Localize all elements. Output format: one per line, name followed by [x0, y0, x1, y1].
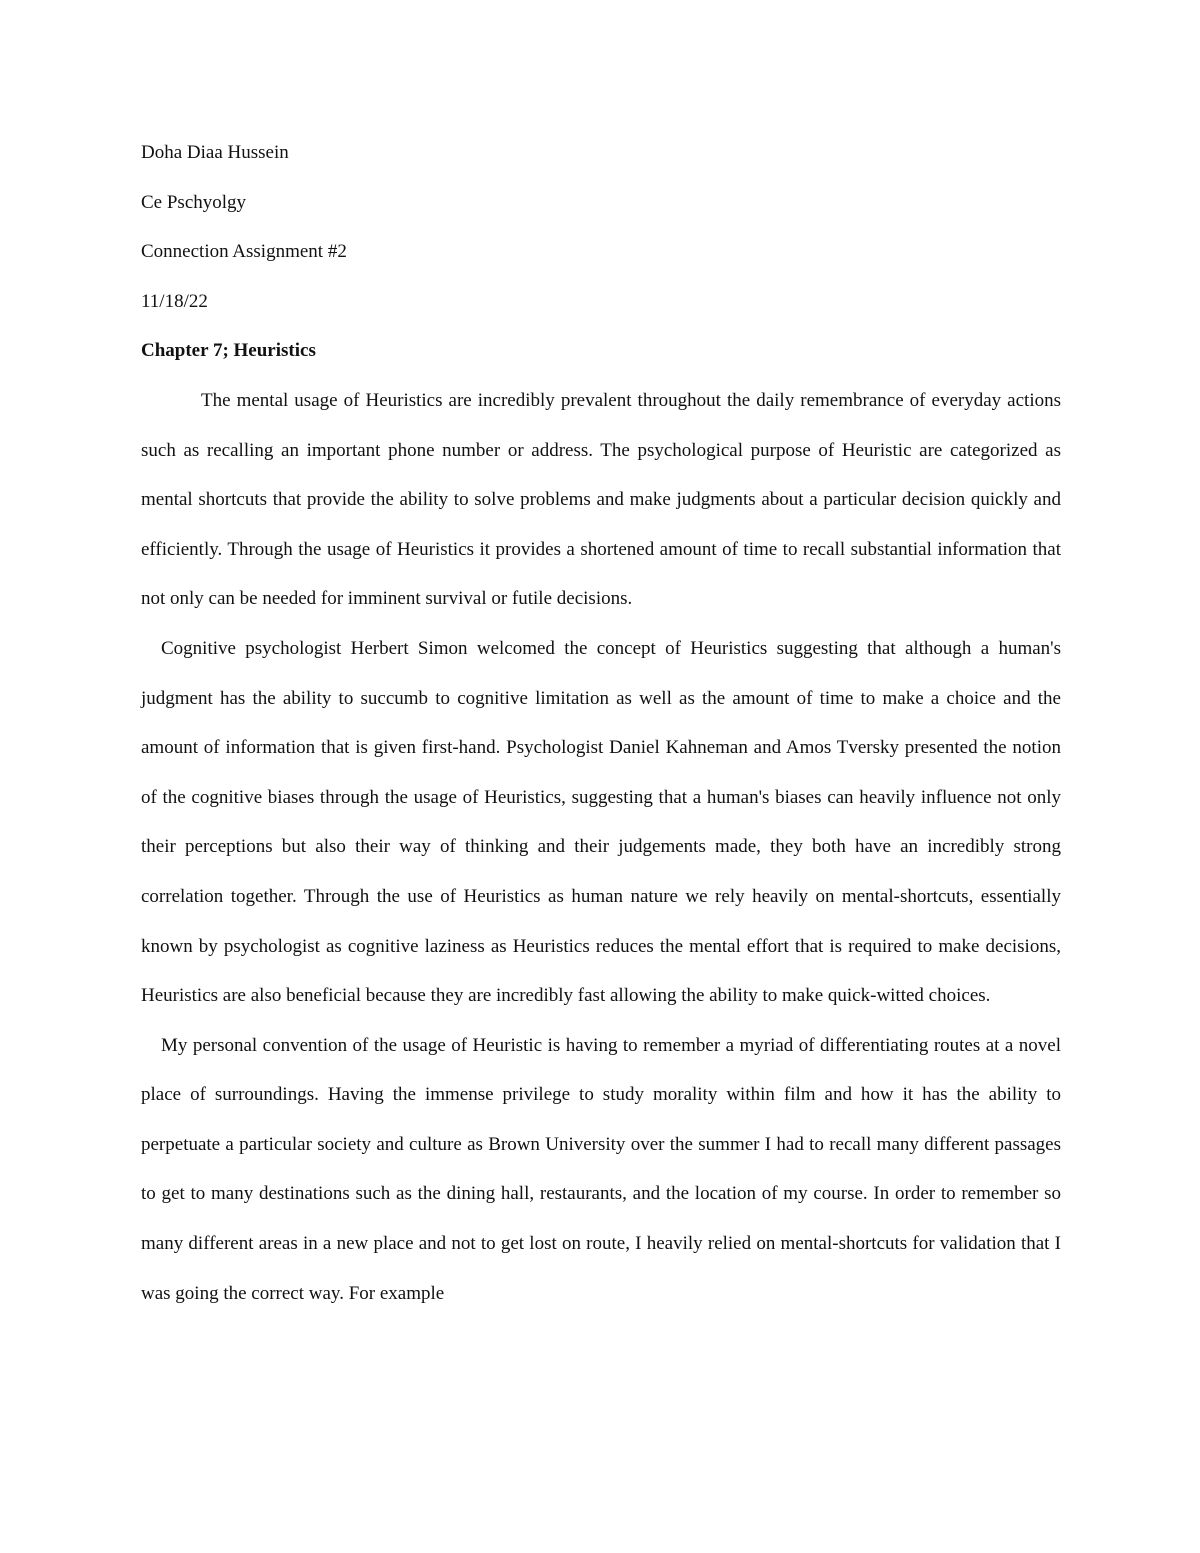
chapter-heading: Chapter 7; Heuristics: [141, 340, 316, 362]
paragraph-3: My personal convention of the usage of Heuristic is having to remember a myriad of differentiating routes at a novel place of surroundings. Having the immense privilege to study morality within film and how it has the ability to perpetuate a particular society and culture as Brown University over the summer I had to recall many different passages to get to many destinations such as the dining hall, restaurants, and the location of my course. In order to remember so many different areas in a new place and not to get lost on route, I heavily relied on mental-shortcuts for validation that I was going the correct way. For example: [141, 1034, 1061, 1304]
paragraph-2: Cognitive psychologist Herbert Simon welcomed the concept of Heuristics suggesting that although a human's judgment has the ability to succumb to cognitive limitation as well as the amount of time to make a choice and the amount of information that is given first-hand. Psychologist Daniel Kahneman and Amos Tversky presented the notion of the cognitive biases through the usage of Heuristics, suggesting that a human's biases can heavily influence not only their perceptions but also their way of thinking and their judgements made, they both have an incredibly strong correlation together. Through the use of Heuristics as human nature we rely heavily on mental-shortcuts, essentially known by psychologist as cognitive laziness as Heuristics reduces the mental effort that is required to make decisions, Heuristics are also beneficial because they are incredibly fast allowing the ability to make quick-witted choices.: [141, 637, 1061, 1007]
course-name: Ce Pschyolgy: [141, 191, 247, 213]
paragraph-1: The mental usage of Heuristics are incredibly prevalent throughout the daily remembrance of everyday actions such as recalling an important phone number or address. The psychological purpose of Heuristic are categorized as mental shortcuts that provide the ability to solve problems and make judgments about a particular decision quickly and efficiently. Through the usage of Heuristics it provides a shortened amount of time to recall substantial information that not only can be needed for imminent survival or futile decisions.: [141, 389, 1061, 610]
author-name: Doha Diaa Hussein: [141, 142, 289, 163]
document-date: 11/18/22: [141, 290, 208, 312]
assignment-title: Connection Assignment #2: [141, 241, 347, 263]
document-body: [141, 128, 1061, 1318]
